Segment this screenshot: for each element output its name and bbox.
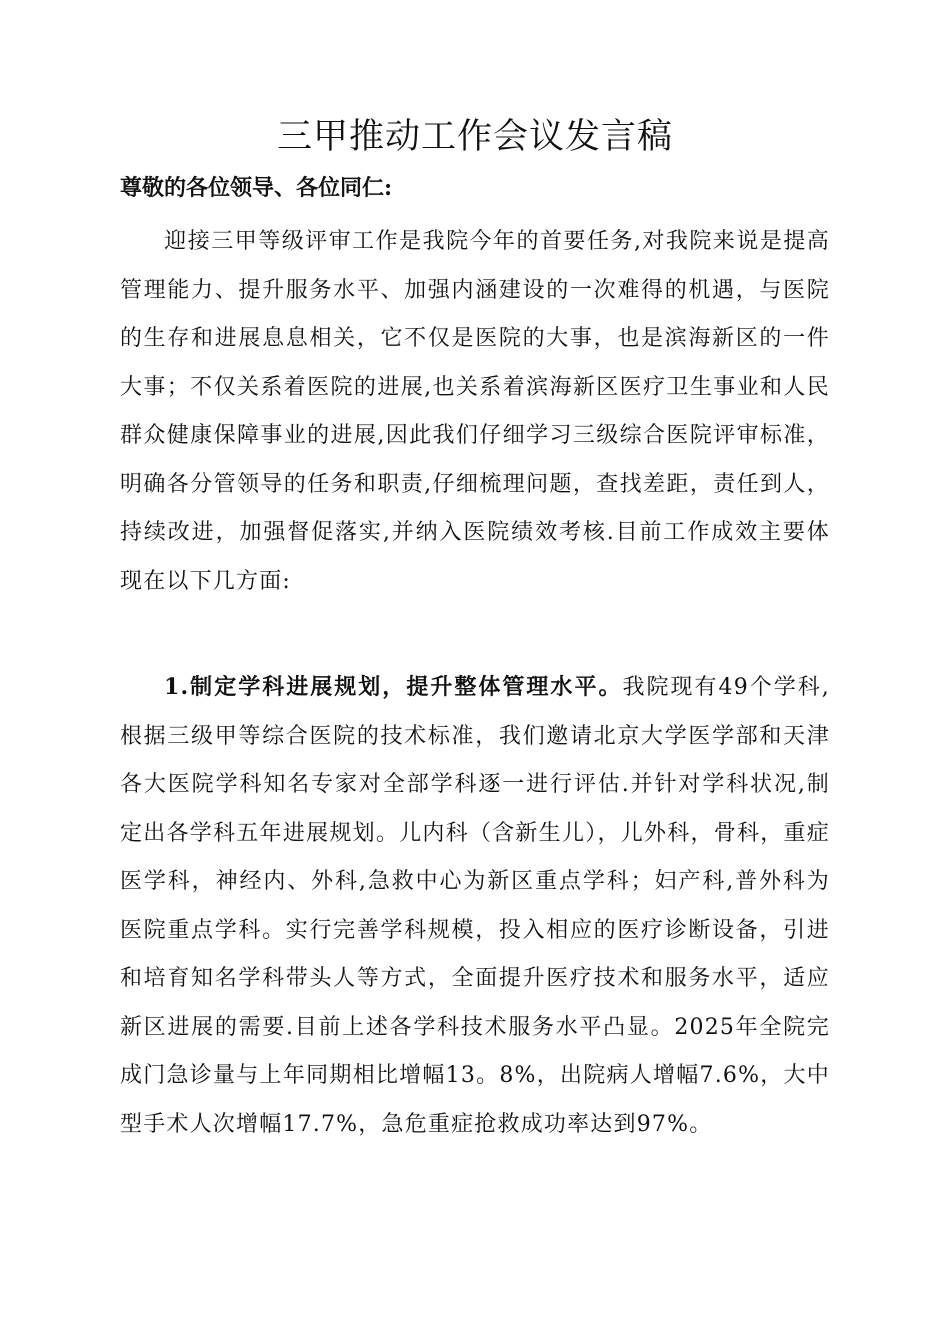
paragraph-1-text: 迎接三甲等级评审工作是我院今年的首要任务,对我院来说是提高管理能力、提升服务水平、加强内涵建设的一次难得的机遇，与医院的生存和进展息息相关，它不仅是医院的大事，也是滨海新区的一件大事；不仅关系着医院的进展,也关系着滨海新区医疗卫生事业和人民群众健康保障事业的进展,因此我们仔细学习三级综合医院评审标准，明确各分管领导的任务和职责,仔细梳理问题，查找差距，责任到人，持续改进，加强督促落实,并纳入医院绩效考核.目前工作成效主要体现在以下几方面:: [120, 229, 830, 594]
paragraph-2-heading: 1.制定学科进展规划，提升整体管理水平。: [164, 674, 623, 700]
paragraph-2: [120, 663, 830, 1149]
paragraph-1: [120, 218, 830, 606]
paragraph-2-text: 我院现有49个学科,根据三级甲等综合医院的技术标准，我们邀请北京大学医学部和天津各大医院学科知名专家对全部学科逐一进行评估.并针对学科状况,制定出各学科五年进展规划。儿内科（含新生儿），儿外科，骨科，重症医学科，神经内、外科,急救中心为新区重点学科；妇产科,普外科为医院重点学科。实行完善学科规模，投入相应的医疗诊断设备，引进和培育知名学科带头人等方式，全面提升医疗技术和服务水平，适应新区进展的需要.目前上述各学科技术服务水平凸显。2025年全院完成门急诊量与上年同期相比增幅13。8%，出院病人增幅7.6%，大中型手术人次增幅17.7%，急危重症抢救成功率达到97%。: [120, 675, 831, 1137]
document-title: 三甲推动工作会议发言稿: [276, 117, 673, 157]
greeting: 尊敬的各位领导、各位同仁:: [120, 175, 393, 201]
